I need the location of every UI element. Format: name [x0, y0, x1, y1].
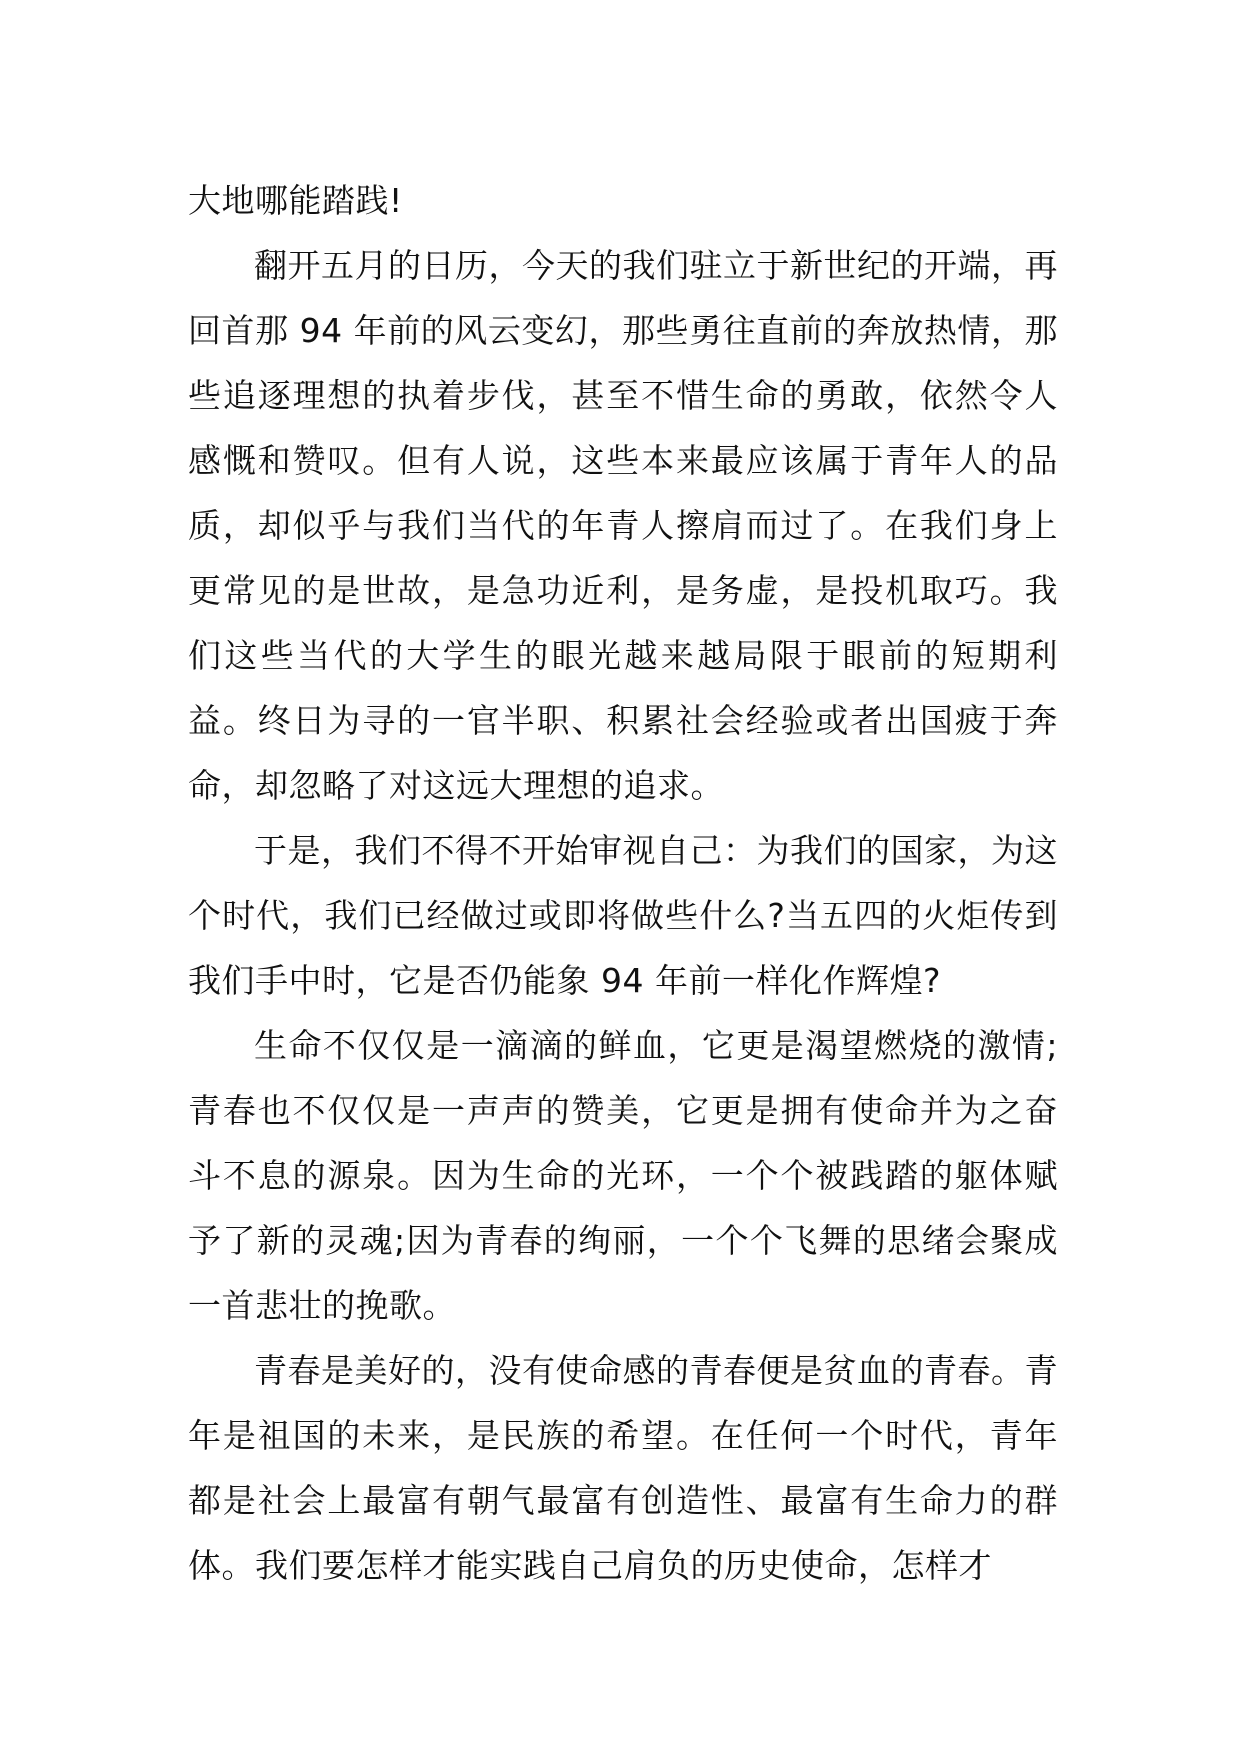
paragraph-1: 大地哪能踏践! — [188, 181, 403, 220]
paragraph-4: 生命不仅仅是一滴滴的鲜血，它更是渴望燃烧的激情;青春也不仅仅是一声声的赞美，它更是拥有使命并为之奋斗不息的源泉。因为生命的光环，一个个被践踏的躯体赋予了新的灵魂;因为青春的绚丽，一个个飞舞的思绪会聚成一首悲壮的挽歌。 — [188, 1026, 1058, 1325]
body-text — [188, 168, 1058, 1598]
paragraph-5: 青春是美好的，没有使命感的青春便是贫血的青春。青年是祖国的未来，是民族的希望。在任何一个时代，青年都是社会上最富有朝气最富有创造性、最富有生命力的群体。我们要怎样才能实践自己肩负的历史使命，怎样才 — [188, 1351, 1058, 1585]
paragraph-3: 于是，我们不得不开始审视自己：为我们的国家，为这个时代，我们已经做过或即将做些什么?当五四的火炬传到我们手中时，它是否仍能象 94 年前一样化作辉煌? — [188, 831, 1058, 1000]
paragraph-2: 翻开五月的日历，今天的我们驻立于新世纪的开端，再回首那 94 年前的风云变幻，那些勇往直前的奔放热情，那些追逐理想的执着步伐，甚至不惜生命的勇敢，依然令人感慨和赞叹。但有人说，这些本来最应该属于青年人的品质，却似乎与我们当代的年青人擦肩而过了。在我们身上更常见的是世故，是急功近利，是务虚，是投机取巧。我们这些当代的大学生的眼光越来越局限于眼前的短期利益。终日为寻的一官半职、积累社会经验或者出国疲于奔命，却忽略了对这远大理想的追求。 — [188, 246, 1058, 805]
